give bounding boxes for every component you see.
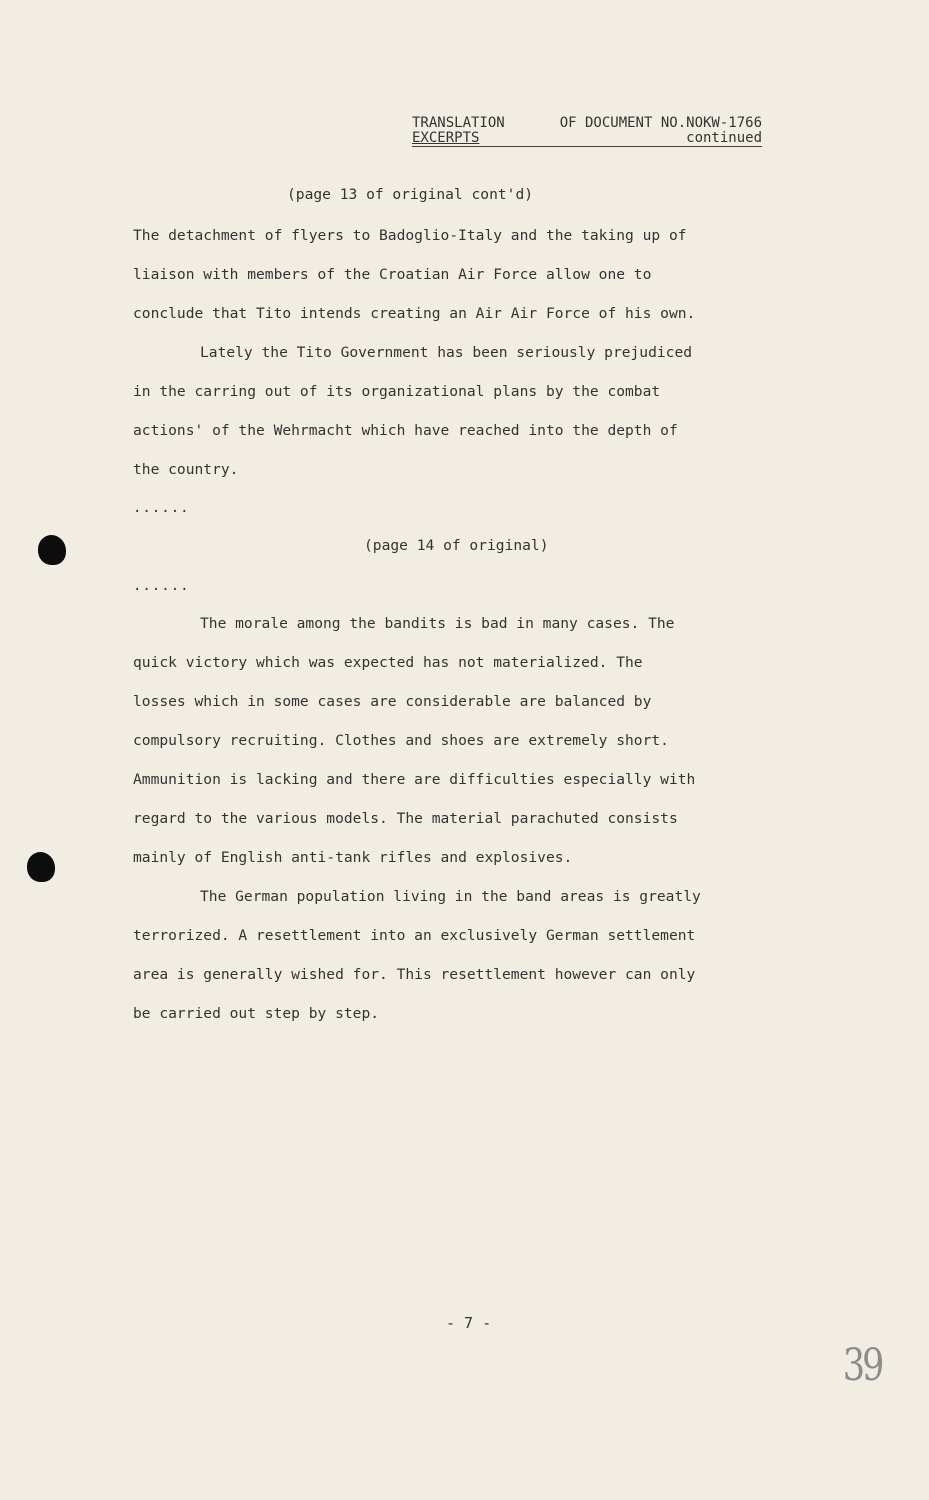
header-continued-label: continued [686, 130, 762, 146]
text-line-6: actions' of the Wehrmacht which have reached into the depth of [133, 422, 678, 439]
text-line-17: area is generally wished for. This resettlement however can only [133, 966, 696, 983]
header-excerpts-label: EXCERPTS [412, 130, 480, 146]
text-line-14: mainly of English anti-tank rifles and explosives. [133, 849, 573, 866]
text-line-5: in the carring out of its organizational plans by the combat [133, 383, 661, 400]
handwritten-page-number: 39 [842, 1340, 882, 1391]
document-header [412, 116, 762, 147]
header-row-1 [412, 116, 762, 131]
text-line-10: losses which in some cases are considerable are balanced by [133, 693, 652, 710]
punch-hole-bottom [27, 852, 55, 882]
text-line-18: be carried out step by step. [133, 1005, 380, 1022]
text-line-15: The German population living in the band areas is greatly [200, 888, 701, 905]
text-line-12: Ammunition is lacking and there are difficulties especially with [133, 771, 696, 788]
text-line-4: Lately the Tito Government has been seriously prejudiced [200, 344, 693, 361]
subheading-page-13: (page 13 of original cont'd) [287, 186, 534, 203]
text-line-3: conclude that Tito intends creating an Air Air Force of his own. [133, 305, 696, 322]
header-document-number: OF DOCUMENT NO.NOKW-1766 [559, 115, 762, 131]
ellipsis-1: ...... [133, 500, 190, 516]
header-translation-label: TRANSLATION [412, 115, 505, 131]
text-line-1: The detachment of flyers to Badoglio-Italy and the taking up of [133, 227, 687, 244]
text-line-7: the country. [133, 461, 239, 478]
text-line-13: regard to the various models. The material parachuted consists [133, 810, 678, 827]
page-number: - 7 - [446, 1314, 492, 1332]
ellipsis-2: ...... [133, 578, 190, 594]
subheading-page-14: (page 14 of original) [364, 537, 549, 554]
text-line-16: terrorized. A resettlement into an exclusively German settlement [133, 927, 696, 944]
text-line-2: liaison with members of the Croatian Air Force allow one to [133, 266, 652, 283]
text-line-9: quick victory which was expected has not materialized. The [133, 654, 643, 671]
text-line-11: compulsory recruiting. Clothes and shoes are extremely short. [133, 732, 669, 749]
text-line-8: The morale among the bandits is bad in many cases. The [200, 615, 675, 632]
punch-hole-top [38, 535, 66, 565]
header-row-2 [412, 131, 762, 147]
